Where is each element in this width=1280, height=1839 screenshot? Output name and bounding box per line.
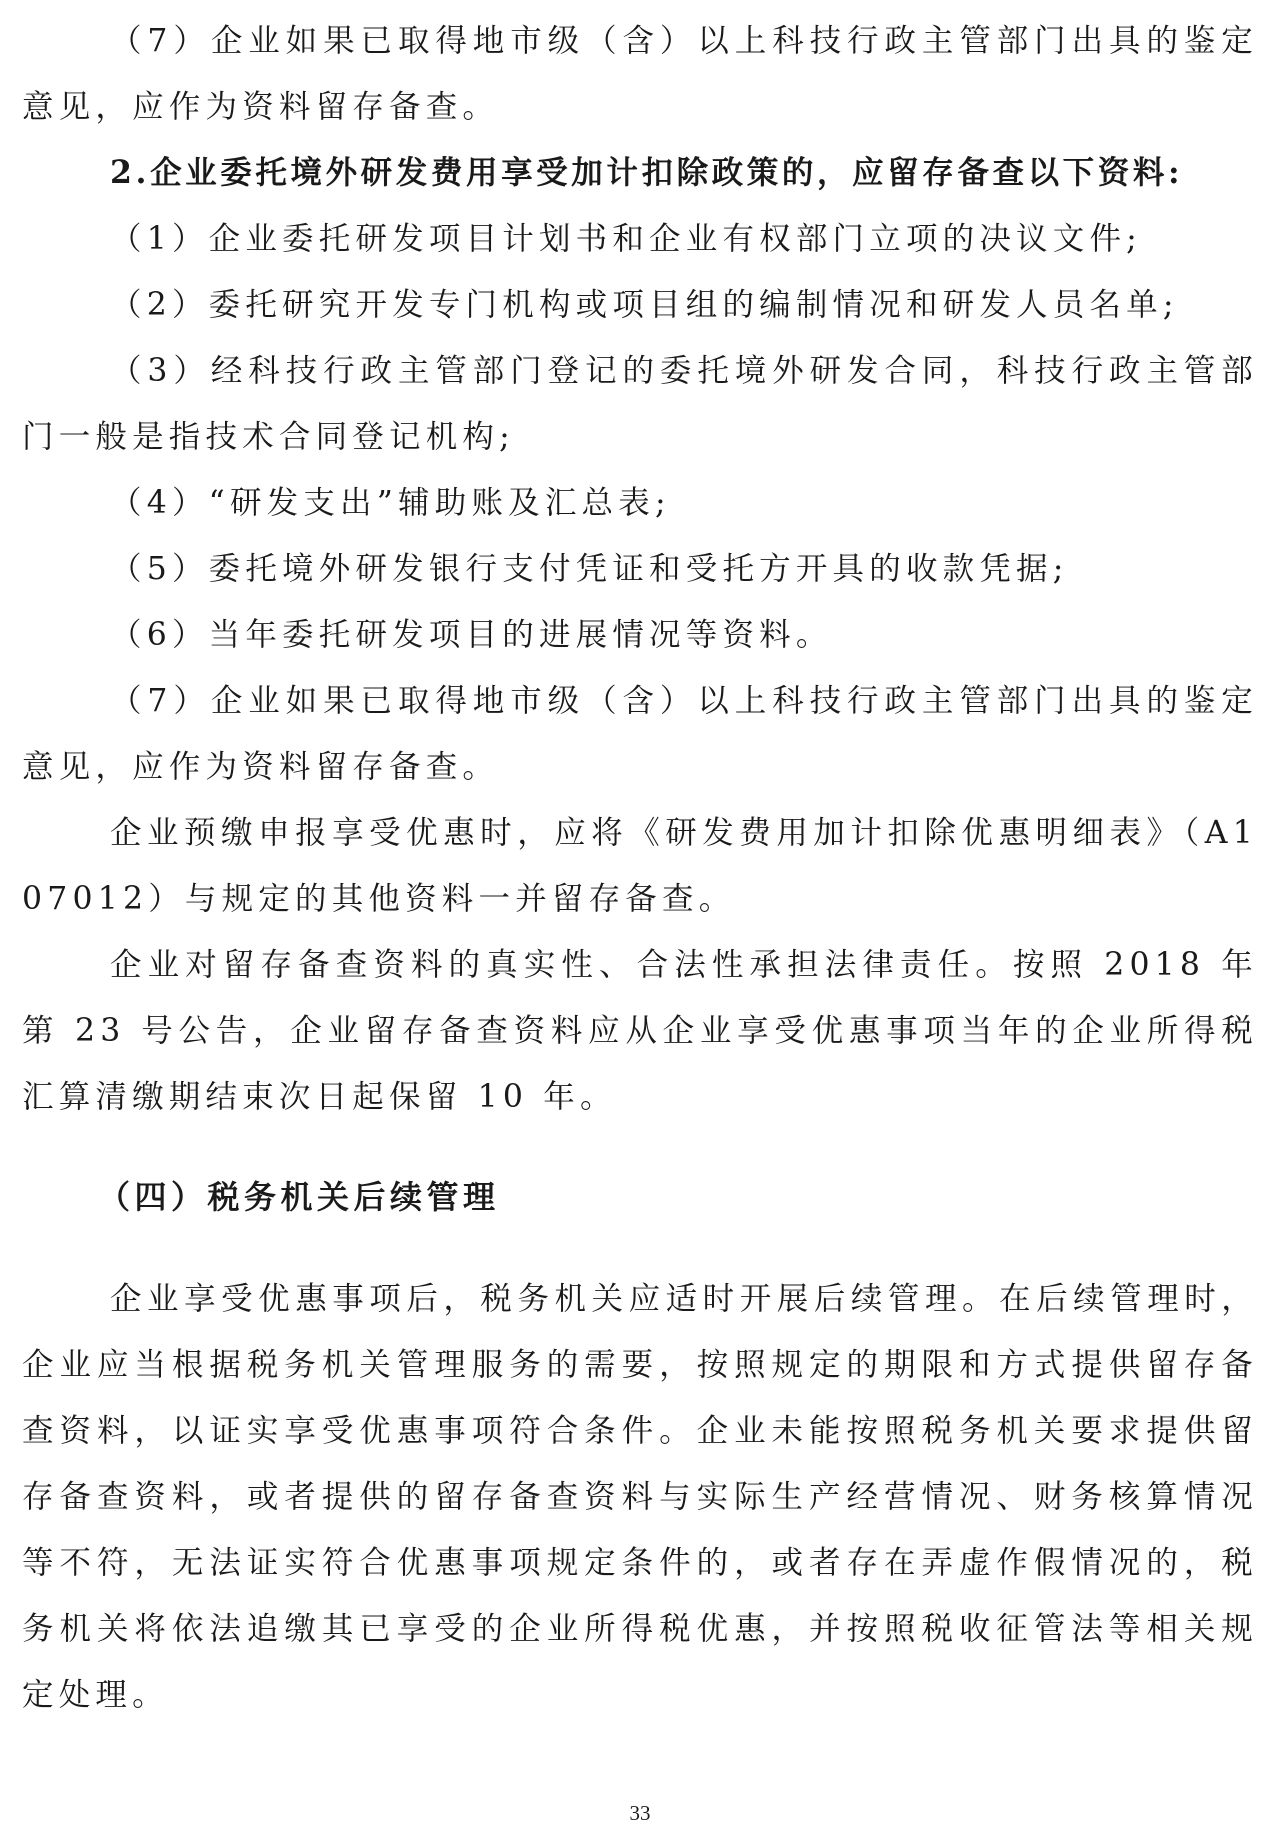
paragraph-legal-responsibility: 企业对留存备查资料的真实性、合法性承担法律责任。按照 2018 年第 23 号公告，企业留存备查资料应从企业享受优惠事项当年的企业所得税汇算清缴期结束次日起保留 10 年。 [22, 947, 1258, 1115]
paragraph-item7-prior: （7）企业如果已取得地市级（含）以上科技行政主管部门出具的鉴定意见，应作为资料留存备查。 [22, 23, 1258, 125]
list-item-6: （6）当年委托研发项目的进展情况等资料。 [110, 617, 833, 653]
list-item-3: （3）经科技行政主管部门登记的委托境外研发合同，科技行政主管部门一般是指技术合同登记机构; [22, 353, 1258, 455]
list-item-2: （2）委托研究开发专门机构或项目组的编制情况和研发人员名单; [110, 287, 1179, 323]
section-2-heading: 2.企业委托境外研发费用享受加计扣除政策的，应留存备查以下资料: [110, 154, 1184, 191]
document-page [22, 8, 1258, 1728]
section-4-heading: （四）税务机关后续管理 [98, 1178, 500, 1216]
list-item-1: （1）企业委托研发项目计划书和企业有权部门立项的决议文件; [110, 221, 1142, 257]
paragraph-follow-up-management: 企业享受优惠事项后，税务机关应适时开展后续管理。在后续管理时，企业应当根据税务机关管理服务的需要，按照规定的期限和方式提供留存备查资料，以证实享受优惠事项符合条件。企业未能按照税务机关要求提供留存备查资料，或者提供的留存备查资料与实际生产经营情况、财务核算情况等不符，无法证实符合优惠事项规定条件的，或者存在弄虚作假情况的，税务机关将依法追缴其已享受的企业所得税优惠，并按照税收征管法等相关规定处理。 [22, 1281, 1258, 1713]
list-item-5: （5）委托境外研发银行支付凭证和受托方开具的收款凭据; [110, 551, 1069, 587]
page-number: 33 [629, 1801, 651, 1825]
paragraph-prepayment: 企业预缴申报享受优惠时，应将《研发费用加计扣除优惠明细表》（A107012）与规定的其他资料一并留存备查。 [22, 815, 1258, 917]
list-item-7: （7）企业如果已取得地市级（含）以上科技行政主管部门出具的鉴定意见，应作为资料留存备查。 [22, 683, 1258, 785]
list-item-4: （4）“研发支出”辅助账及汇总表; [110, 485, 671, 521]
